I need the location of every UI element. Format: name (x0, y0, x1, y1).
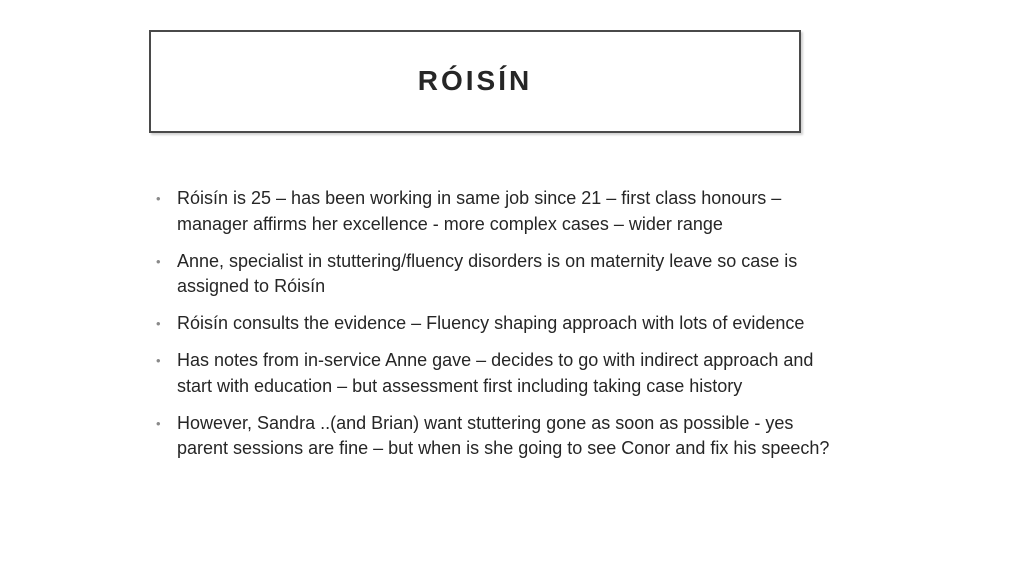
bullet-text: Has notes from in-service Anne gave – decides to go with indirect approach and start with education – but assessment first including taking case history (177, 350, 814, 396)
slide-title: RÓISÍN (417, 64, 533, 96)
bullet-icon: • (156, 353, 161, 368)
bullet-text: However, Sandra ..(and Brian) want stuttering gone as soon as possible - yes parent sessions are fine – but when is she going to see Conor and fix his speech? (177, 412, 830, 458)
bullet-list (156, 186, 836, 473)
bullet-text: Róisín consults the evidence – Fluency shaping approach with lots of evidence (177, 313, 805, 333)
bullet-icon: • (156, 415, 161, 431)
bullet-text: Anne, specialist in stuttering/fluency disorders is on maternity leave so case is assigned to Róisín (177, 250, 798, 296)
bullet-item (156, 186, 836, 237)
bullet-item (156, 411, 836, 462)
title-box (149, 30, 801, 133)
bullet-text: Róisín is 25 – has been working in same job since 21 – first class honours – manager affirms her excellence - more complex cases – wider range (177, 188, 782, 234)
bullet-item (156, 348, 836, 399)
bullet-icon: • (156, 316, 161, 331)
bullet-icon: • (156, 253, 161, 269)
bullet-icon: • (156, 191, 161, 206)
bullet-item (156, 249, 836, 300)
bullet-item (156, 311, 836, 337)
